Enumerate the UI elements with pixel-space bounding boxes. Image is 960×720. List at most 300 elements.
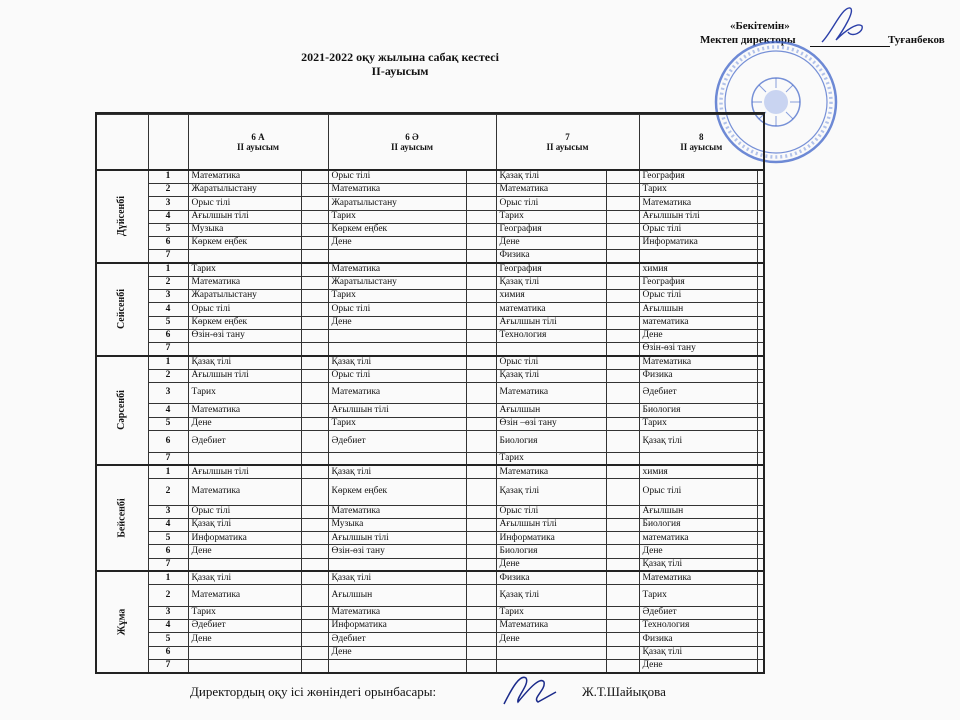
page-title: 2021-2022 оқу жылына сабақ кестесі [301,50,499,64]
table-row [96,571,764,584]
room-cell [466,316,496,329]
room-cell [466,303,496,316]
subject-cell: Тарих [496,210,606,223]
subject-cell: Орыс тілі [639,223,757,236]
table-row [96,518,764,531]
director-signature [812,2,870,52]
room-cell [606,404,639,417]
class-header [639,115,764,170]
lesson-number: 6 [148,646,188,659]
room-cell [466,404,496,417]
subject-cell: Қазақ тілі [188,356,301,369]
table-row [96,479,764,506]
subject-cell [188,659,301,673]
subject-cell: Дене [328,237,466,250]
subject-cell: Орыс тілі [328,369,466,382]
subject-cell: Әдебиет [639,606,757,619]
subject-cell: Орыс тілі [496,356,606,369]
subject-cell: математика [639,316,757,329]
room-cell [606,659,639,673]
subject-cell: Орыс тілі [496,505,606,518]
room-cell [466,276,496,289]
subject-cell: Математика [328,505,466,518]
lesson-number: 3 [148,382,188,404]
header-row [96,115,764,170]
table-row [96,263,764,276]
director-name: Туғанбеков [888,34,945,46]
room-cell [757,558,764,571]
room-cell [757,430,764,452]
room-cell [757,316,764,329]
room-cell [466,250,496,263]
table-row [96,369,764,382]
room-cell [301,263,328,276]
subject-cell: Математика [188,276,301,289]
table-row [96,417,764,430]
room-cell [301,571,328,584]
subject-cell: Ағылшын [639,303,757,316]
lesson-number: 4 [148,404,188,417]
subject-cell [496,646,606,659]
subject-cell: Тарих [639,585,757,607]
lesson-number: 6 [148,329,188,342]
room-cell [757,382,764,404]
subject-cell: Қазақ тілі [328,465,466,478]
subject-cell: Әдебиет [188,620,301,633]
room-cell [606,170,639,183]
deputy-name: Ж.Т.Шайықова [582,684,666,699]
room-cell [466,545,496,558]
table-row [96,382,764,404]
subject-cell: Қазақ тілі [188,571,301,584]
subject-cell: Тарих [639,417,757,430]
subject-cell: Тарих [639,184,757,197]
subject-cell: Дене [328,316,466,329]
lesson-number: 6 [148,237,188,250]
subject-cell [639,452,757,465]
lesson-number: 2 [148,184,188,197]
lesson-number: 5 [148,417,188,430]
room-cell [301,606,328,619]
deputy-role: Директордың оқу ісі жөніндегі орынбасары: [190,684,437,699]
subject-cell: Информатика [328,620,466,633]
subject-cell: Математика [188,479,301,506]
subject-cell: Жаратылыстану [188,184,301,197]
subject-cell: Ағылшын [496,404,606,417]
room-cell [757,263,764,276]
subject-cell: Физика [639,369,757,382]
table-row [96,545,764,558]
room-cell [757,417,764,430]
room-cell [606,329,639,342]
room-cell [757,369,764,382]
subject-cell: Ағылшын тілі [188,369,301,382]
subject-cell: химия [639,465,757,478]
subject-cell: Орыс тілі [328,303,466,316]
room-cell [466,223,496,236]
room-cell [757,223,764,236]
subject-cell: Көркем еңбек [328,223,466,236]
lesson-number: 5 [148,532,188,545]
subject-cell [496,343,606,356]
room-cell [466,558,496,571]
subject-cell: Көркем еңбек [188,316,301,329]
table-row [96,237,764,250]
room-cell [301,518,328,531]
room-cell [606,505,639,518]
subject-cell: Әдебиет [639,382,757,404]
lesson-number: 7 [148,452,188,465]
table-row [96,646,764,659]
subject-cell: Математика [639,197,757,210]
lesson-number: 1 [148,465,188,478]
subject-cell: Тарих [496,606,606,619]
room-cell [301,620,328,633]
subject-cell: Дене [496,237,606,250]
room-cell [757,620,764,633]
subject-cell: Дене [496,558,606,571]
subject-cell: Ағылшын тілі [496,518,606,531]
day-cell [96,263,148,356]
room-cell [301,404,328,417]
room-cell [606,558,639,571]
room-cell [301,237,328,250]
subject-cell: математика [496,303,606,316]
room-cell [757,250,764,263]
room-cell [301,633,328,646]
timetable [95,112,765,674]
room-cell [466,263,496,276]
room-cell [606,465,639,478]
subject-cell: Информатика [496,532,606,545]
table-row [96,316,764,329]
class-header [328,115,496,170]
subject-cell: Физика [496,571,606,584]
subject-cell: Технология [496,329,606,342]
class-header [188,115,328,170]
subject-cell [188,452,301,465]
class-shift: ІІ ауысым [546,142,589,153]
room-cell [757,290,764,303]
room-cell [301,532,328,545]
room-cell [757,184,764,197]
table-row [96,452,764,465]
table-row [96,329,764,342]
room-cell [757,465,764,478]
subject-cell: Ағылшын тілі [496,316,606,329]
subject-cell: Қазақ тілі [496,479,606,506]
room-cell [301,430,328,452]
lesson-number: 3 [148,290,188,303]
room-cell [466,237,496,250]
subject-cell: Ағылшын [328,585,466,607]
room-cell [606,571,639,584]
lesson-number: 1 [148,263,188,276]
subject-cell: Тарих [188,263,301,276]
subject-cell: География [639,170,757,183]
subject-cell: Дене [328,646,466,659]
room-cell [757,479,764,506]
subject-cell: Технология [639,620,757,633]
room-cell [301,184,328,197]
subject-cell [328,558,466,571]
table-row [96,343,764,356]
room-cell [757,343,764,356]
lesson-number: 1 [148,571,188,584]
subject-cell: Көркем еңбек [188,237,301,250]
subject-cell: Өзін-өзі тану [328,545,466,558]
subject-cell: Қазақ тілі [188,518,301,531]
subject-cell: Математика [639,356,757,369]
room-cell [301,290,328,303]
lesson-number: 7 [148,558,188,571]
table-row [96,633,764,646]
subject-cell [188,558,301,571]
subject-cell: химия [496,290,606,303]
lesson-number: 5 [148,223,188,236]
room-cell [606,585,639,607]
room-cell [466,659,496,673]
room-cell [757,276,764,289]
table-row [96,223,764,236]
day-cell [96,170,148,263]
subject-cell: Физика [639,633,757,646]
room-cell [757,532,764,545]
room-cell [606,356,639,369]
room-cell [466,465,496,478]
subject-cell: Математика [328,606,466,619]
subject-cell: Ағылшын тілі [639,210,757,223]
subject-cell: Математика [496,184,606,197]
lesson-number: 2 [148,479,188,506]
subject-cell: Тарих [328,210,466,223]
room-cell [757,237,764,250]
room-cell [466,646,496,659]
subject-cell: География [496,223,606,236]
room-cell [466,571,496,584]
subject-cell: Ағылшын [639,505,757,518]
subject-cell: Орыс тілі [188,505,301,518]
room-cell [301,505,328,518]
subject-cell: Физика [496,250,606,263]
subject-cell: Қазақ тілі [639,558,757,571]
subject-cell: Дене [496,633,606,646]
subject-cell: Математика [188,585,301,607]
room-cell [606,633,639,646]
subject-cell: Орыс тілі [188,303,301,316]
room-cell [606,184,639,197]
subject-cell: Дене [639,545,757,558]
room-cell [301,659,328,673]
page-subtitle: ІІ-ауысым [371,64,429,78]
day-label: Дүйсенбі [116,196,128,237]
room-cell [466,479,496,506]
room-cell [301,303,328,316]
subject-cell [328,452,466,465]
room-cell [757,505,764,518]
subject-cell: Қазақ тілі [496,585,606,607]
subject-cell: Жаратылыстану [188,290,301,303]
room-cell [606,532,639,545]
room-cell [301,558,328,571]
table-row [96,620,764,633]
subject-cell [188,250,301,263]
room-cell [606,369,639,382]
table-row [96,505,764,518]
subject-cell: География [496,263,606,276]
room-cell [301,417,328,430]
table-row [96,197,764,210]
subject-cell: Өзін –өзі тану [496,417,606,430]
room-cell [466,369,496,382]
room-cell [466,197,496,210]
room-cell [301,250,328,263]
subject-cell: Жаратылыстану [328,197,466,210]
subject-cell: Информатика [639,237,757,250]
day-label: Сәрсенбі [116,390,128,431]
room-cell [606,343,639,356]
table-row [96,532,764,545]
table-row [96,606,764,619]
room-cell [606,452,639,465]
subject-cell: Қазақ тілі [328,571,466,584]
room-cell [301,329,328,342]
room-cell [757,659,764,673]
room-cell [301,316,328,329]
lesson-number: 1 [148,356,188,369]
subject-cell: Биология [639,518,757,531]
room-cell [757,356,764,369]
lesson-number: 7 [148,250,188,263]
room-cell [757,197,764,210]
lesson-number: 2 [148,369,188,382]
subject-cell: География [639,276,757,289]
room-cell [466,356,496,369]
room-cell [301,479,328,506]
room-cell [606,250,639,263]
subject-cell: Әдебиет [188,430,301,452]
room-cell [757,545,764,558]
room-cell [606,545,639,558]
table-row [96,659,764,673]
room-cell [466,585,496,607]
room-cell [301,197,328,210]
room-cell [466,532,496,545]
lesson-number: 2 [148,276,188,289]
lesson-number: 3 [148,197,188,210]
room-cell [757,303,764,316]
subject-cell [328,659,466,673]
room-cell [606,263,639,276]
room-cell [757,646,764,659]
lesson-number: 4 [148,210,188,223]
class-name: 8 [699,131,704,142]
room-cell [301,170,328,183]
subject-cell: Орыс тілі [639,479,757,506]
room-cell [757,210,764,223]
room-cell [606,620,639,633]
lesson-number: 2 [148,585,188,607]
class-header [496,115,639,170]
day-cell [96,465,148,571]
subject-cell: Математика [328,382,466,404]
room-cell [757,452,764,465]
class-shift: ІІ ауысым [391,142,433,153]
room-cell [466,606,496,619]
room-cell [466,184,496,197]
table-row [96,430,764,452]
table-row [96,170,764,183]
subject-cell: Қазақ тілі [639,646,757,659]
subject-cell: Биология [639,404,757,417]
subject-cell: Орыс тілі [639,290,757,303]
room-cell [466,518,496,531]
room-cell [757,170,764,183]
subject-cell: Әдебиет [328,430,466,452]
table-row [96,184,764,197]
subject-cell: Математика [496,382,606,404]
subject-cell: Қазақ тілі [496,276,606,289]
subject-cell: Информатика [188,532,301,545]
room-cell [466,620,496,633]
room-cell [606,518,639,531]
subject-cell: Ағылшын тілі [328,404,466,417]
lesson-number: 4 [148,620,188,633]
subject-cell [328,343,466,356]
lesson-number: 7 [148,659,188,673]
subject-cell: Математика [496,620,606,633]
room-cell [757,571,764,584]
room-cell [606,479,639,506]
day-cell [96,571,148,673]
subject-cell: Биология [496,430,606,452]
room-cell [606,276,639,289]
subject-cell: Қазақ тілі [639,430,757,452]
class-shift: ІІ ауысым [237,142,279,153]
deputy-signature [498,668,562,712]
room-cell [606,210,639,223]
table-row [96,585,764,607]
table-row [96,404,764,417]
room-cell [301,223,328,236]
room-cell [301,356,328,369]
day-label: Жұма [116,608,128,636]
subject-cell: Биология [496,545,606,558]
room-cell [466,343,496,356]
room-cell [466,382,496,404]
subject-cell: Ағылшын тілі [328,532,466,545]
subject-cell: Қазақ тілі [496,369,606,382]
footer [190,684,666,700]
subject-cell: Өзін-өзі тану [639,343,757,356]
class-shift: ІІ ауысым [680,142,723,153]
subject-cell: Музыка [328,518,466,531]
subject-cell: Ағылшын тілі [188,210,301,223]
subject-cell [328,250,466,263]
room-cell [606,197,639,210]
subject-cell: Математика [639,571,757,584]
room-cell [466,290,496,303]
subject-cell: математика [639,532,757,545]
subject-cell: Көркем еңбек [328,479,466,506]
subject-cell: Жаратылыстану [328,276,466,289]
day-cell [96,356,148,466]
subject-cell: Музыка [188,223,301,236]
subject-cell: Математика [328,184,466,197]
subject-cell: Ағылшын тілі [188,465,301,478]
room-cell [301,646,328,659]
approval-quote: «Бекітемін» [730,20,790,32]
